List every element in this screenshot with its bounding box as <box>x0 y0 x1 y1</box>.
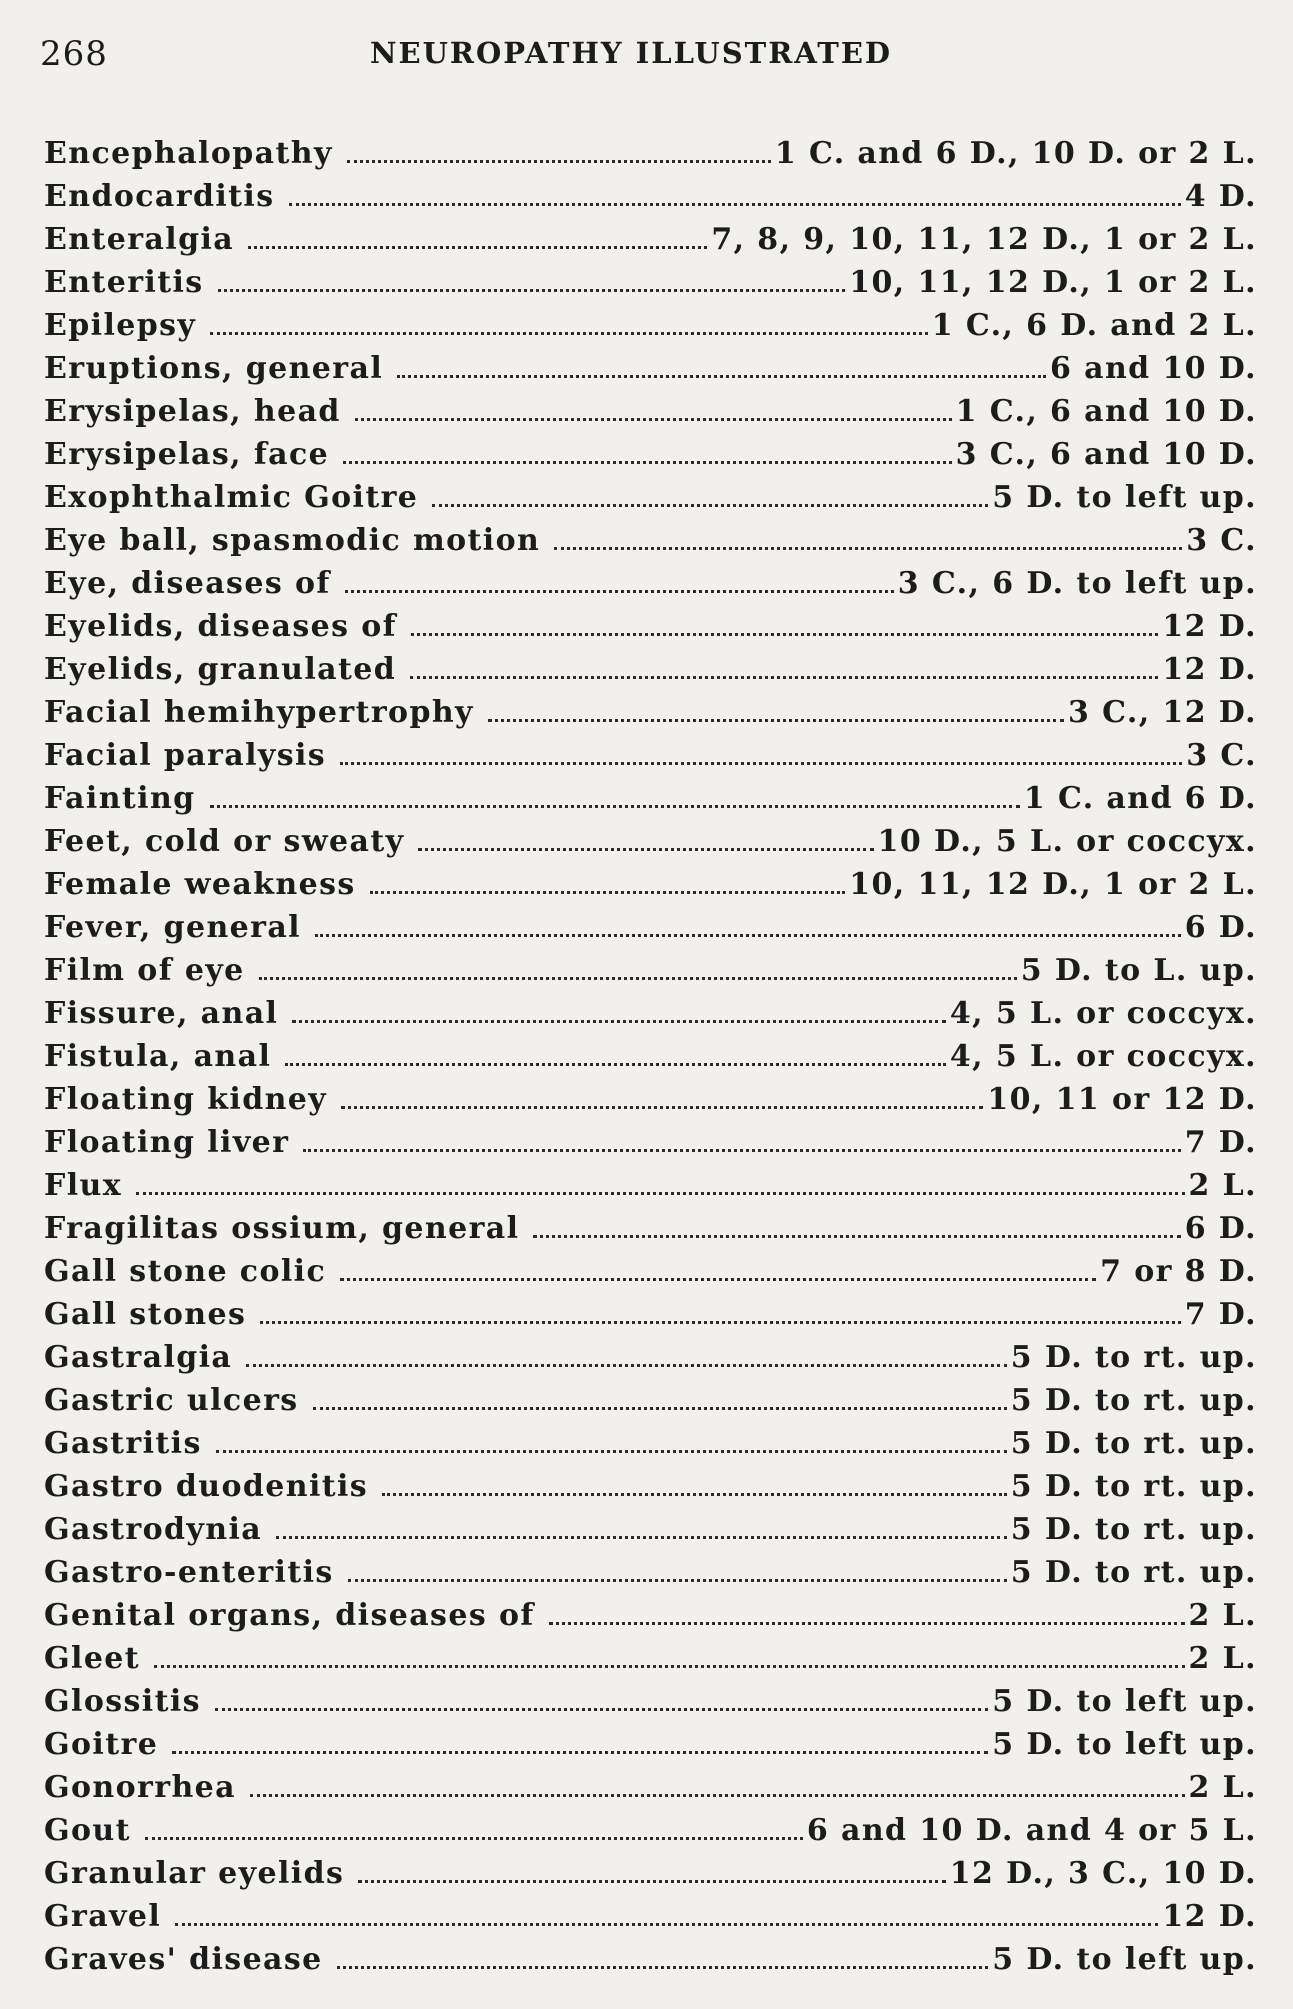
entry-reference: 5 D. to L. up. <box>1020 953 1257 988</box>
dot-leader <box>289 203 1181 206</box>
index-entry <box>44 1293 1257 1336</box>
entry-reference: 7, 8, 9, 10, 11, 12 D., 1 or 2 L. <box>711 222 1257 257</box>
entry-term: Feet, cold or sweaty <box>44 824 405 859</box>
dot-leader <box>397 375 1046 378</box>
dot-leader <box>315 934 1181 937</box>
index-entry <box>44 218 1257 261</box>
dot-leader <box>145 1837 803 1840</box>
entry-reference: 7 D. <box>1184 1297 1257 1332</box>
dot-leader <box>533 1235 1180 1238</box>
entry-reference: 5 D. to rt. up. <box>1010 1383 1257 1418</box>
entry-reference: 7 or 8 D. <box>1100 1254 1257 1289</box>
entry-reference: 4 D. <box>1184 179 1257 214</box>
index-entry <box>44 734 1257 777</box>
index-entry <box>44 1766 1257 1809</box>
entry-term: Graves' disease <box>44 1942 323 1977</box>
index-entry <box>44 1938 1257 1981</box>
dot-leader <box>341 1106 983 1109</box>
entry-reference: 12 D., 3 C., 10 D. <box>949 1856 1257 1891</box>
index-entry-list <box>44 132 1257 1981</box>
index-entry <box>44 1508 1257 1551</box>
entry-reference: 1 C. and 6 D. <box>1023 781 1257 816</box>
dot-leader <box>418 848 873 851</box>
index-entry <box>44 691 1257 734</box>
entry-reference: 2 L. <box>1188 1770 1257 1805</box>
index-entry <box>44 820 1257 863</box>
entry-reference: 3 C., 6 and 10 D. <box>955 437 1257 472</box>
entry-reference: 1 C., 6 and 10 D. <box>955 394 1257 429</box>
index-entry <box>44 863 1257 906</box>
entry-reference: 3 C. <box>1186 738 1257 773</box>
index-entry <box>44 1465 1257 1508</box>
entry-reference: 3 C., 6 D. to left up. <box>897 566 1257 601</box>
dot-leader <box>136 1192 1185 1195</box>
dot-leader <box>343 461 951 464</box>
index-entry <box>44 1594 1257 1637</box>
entry-term: Encephalopathy <box>44 136 333 171</box>
entry-term: Exophthalmic Goitre <box>44 480 419 515</box>
entry-term: Gout <box>44 1813 131 1848</box>
entry-reference: 12 D. <box>1162 609 1257 644</box>
entry-term: Gonorrhea <box>44 1770 236 1805</box>
entry-reference: 2 L. <box>1188 1598 1257 1633</box>
entry-term: Facial paralysis <box>44 738 327 773</box>
page-header <box>40 30 1240 80</box>
index-entry <box>44 992 1257 1035</box>
entry-term: Endocarditis <box>44 179 275 214</box>
entry-reference: 6 and 10 D. and 4 or 5 L. <box>806 1813 1257 1848</box>
entry-reference: 10, 11, 12 D., 1 or 2 L. <box>849 265 1257 300</box>
dot-leader <box>410 676 1158 679</box>
entry-term: Goitre <box>44 1727 159 1762</box>
entry-reference: 12 D. <box>1162 652 1257 687</box>
dot-leader <box>345 590 894 593</box>
entry-reference: 5 D. to rt. up. <box>1010 1555 1257 1590</box>
entry-term: Gravel <box>44 1899 162 1934</box>
dot-leader <box>172 1751 988 1754</box>
entry-reference: 5 D. to rt. up. <box>1010 1340 1257 1375</box>
index-entry <box>44 1379 1257 1422</box>
dot-leader <box>432 504 988 507</box>
index-entry <box>44 1336 1257 1379</box>
index-entry <box>44 1680 1257 1723</box>
index-entry <box>44 175 1257 218</box>
entry-term: Granular eyelids <box>44 1856 345 1891</box>
entry-term: Floating kidney <box>44 1082 328 1117</box>
entry-reference: 5 D. to left up. <box>992 1942 1257 1977</box>
dot-leader <box>292 1020 946 1023</box>
entry-term: Epilepsy <box>44 308 197 343</box>
index-entry <box>44 261 1257 304</box>
dot-leader <box>260 1321 1180 1324</box>
index-entry <box>44 1551 1257 1594</box>
running-title: NEUROPATHY ILLUSTRATED <box>370 36 893 70</box>
dot-leader <box>154 1665 1184 1668</box>
index-entry <box>44 1250 1257 1293</box>
entry-term: Gastralgia <box>44 1340 233 1375</box>
entry-term: Erysipelas, head <box>44 394 341 429</box>
index-entry <box>44 1035 1257 1078</box>
entry-term: Eye, diseases of <box>44 566 331 601</box>
entry-term: Fainting <box>44 781 196 816</box>
dot-leader <box>216 1450 1007 1453</box>
dot-leader <box>370 891 846 894</box>
entry-reference: 5 D. to rt. up. <box>1010 1512 1257 1547</box>
dot-leader <box>210 332 927 335</box>
entry-term: Genital organs, diseases of <box>44 1598 535 1633</box>
entry-term: Facial hemihypertrophy <box>44 695 474 730</box>
entry-term: Eyelids, diseases of <box>44 609 397 644</box>
dot-leader <box>210 805 1020 808</box>
entry-reference: 5 D. to left up. <box>992 1684 1257 1719</box>
entry-term: Flux <box>44 1168 122 1203</box>
entry-term: Fragilitas ossium, general <box>44 1211 520 1246</box>
dot-leader <box>250 1794 1185 1797</box>
index-entry <box>44 1895 1257 1938</box>
entry-reference: 5 D. to left up. <box>992 480 1257 515</box>
entry-reference: 7 D. <box>1184 1125 1257 1160</box>
index-entry <box>44 906 1257 949</box>
dot-leader <box>340 762 1182 765</box>
entry-reference: 3 C., 12 D. <box>1068 695 1257 730</box>
index-entry <box>44 605 1257 648</box>
dot-leader <box>285 1063 946 1066</box>
entry-reference: 6 and 10 D. <box>1050 351 1257 386</box>
dot-leader <box>348 1579 1007 1582</box>
entry-reference: 10, 11, 12 D., 1 or 2 L. <box>849 867 1257 902</box>
entry-term: Erysipelas, face <box>44 437 330 472</box>
entry-term: Eye ball, spasmodic motion <box>44 523 541 558</box>
entry-term: Gastro-enteritis <box>44 1555 334 1590</box>
dot-leader <box>215 1708 988 1711</box>
dot-leader <box>259 977 1017 980</box>
index-entry <box>44 476 1257 519</box>
dot-leader <box>218 289 846 292</box>
dot-leader <box>246 1364 1006 1367</box>
index-entry <box>44 1164 1257 1207</box>
index-entry <box>44 1809 1257 1852</box>
entry-reference: 2 L. <box>1188 1168 1257 1203</box>
dot-leader <box>276 1536 1007 1539</box>
dot-leader <box>313 1407 1007 1410</box>
entry-reference: 6 D. <box>1184 910 1257 945</box>
entry-reference: 2 L. <box>1188 1641 1257 1676</box>
index-entry <box>44 1637 1257 1680</box>
entry-term: Gastric ulcers <box>44 1383 299 1418</box>
dot-leader <box>549 1622 1185 1625</box>
entry-term: Female weakness <box>44 867 356 902</box>
entry-term: Gall stone colic <box>44 1254 327 1289</box>
entry-term: Gastritis <box>44 1426 202 1461</box>
dot-leader <box>303 1149 1180 1152</box>
index-entry <box>44 1723 1257 1766</box>
entry-term: Eyelids, granulated <box>44 652 397 687</box>
entry-reference: 4, 5 L. or coccyx. <box>949 1039 1257 1074</box>
page-number: 268 <box>40 34 108 74</box>
entry-reference: 10 D., 5 L. or coccyx. <box>877 824 1257 859</box>
entry-term: Film of eye <box>44 953 245 988</box>
dot-leader <box>248 246 707 249</box>
index-entry <box>44 1852 1257 1895</box>
index-entry <box>44 562 1257 605</box>
entry-term: Enteralgia <box>44 222 235 257</box>
index-entry <box>44 1422 1257 1465</box>
entry-reference: 3 C. <box>1186 523 1257 558</box>
index-entry <box>44 390 1257 433</box>
dot-leader <box>355 418 952 421</box>
entry-term: Gastrodynia <box>44 1512 263 1547</box>
dot-leader <box>554 547 1182 550</box>
index-entry <box>44 519 1257 562</box>
index-entry <box>44 304 1257 347</box>
index-entry <box>44 433 1257 476</box>
entry-reference: 5 D. to left up. <box>992 1727 1257 1762</box>
entry-term: Gastro duodenitis <box>44 1469 369 1504</box>
index-entry <box>44 132 1257 175</box>
entry-reference: 5 D. to rt. up. <box>1010 1469 1257 1504</box>
dot-leader <box>382 1493 1007 1496</box>
dot-leader <box>175 1923 1158 1926</box>
index-entry <box>44 347 1257 390</box>
index-entry <box>44 648 1257 691</box>
index-entry <box>44 1078 1257 1121</box>
entry-term: Fissure, anal <box>44 996 279 1031</box>
dot-leader <box>347 160 771 163</box>
entry-reference: 5 D. to rt. up. <box>1010 1426 1257 1461</box>
entry-term: Enteritis <box>44 265 204 300</box>
entry-term: Gall stones <box>44 1297 247 1332</box>
entry-reference: 1 C., 6 D. and 2 L. <box>931 308 1257 343</box>
entry-reference: 4, 5 L. or coccyx. <box>949 996 1257 1031</box>
dot-leader <box>358 1880 945 1883</box>
entry-reference: 6 D. <box>1184 1211 1257 1246</box>
index-entry <box>44 1121 1257 1164</box>
dot-leader <box>340 1278 1096 1281</box>
entry-term: Eruptions, general <box>44 351 384 386</box>
entry-reference: 10, 11 or 12 D. <box>987 1082 1257 1117</box>
entry-term: Floating liver <box>44 1125 290 1160</box>
entry-reference: 1 C. and 6 D., 10 D. or 2 L. <box>774 136 1257 171</box>
dot-leader <box>337 1966 989 1969</box>
index-entry <box>44 949 1257 992</box>
entry-term: Gleet <box>44 1641 141 1676</box>
index-entry <box>44 1207 1257 1250</box>
dot-leader <box>488 719 1064 722</box>
entry-term: Glossitis <box>44 1684 201 1719</box>
entry-term: Fistula, anal <box>44 1039 272 1074</box>
index-entry <box>44 777 1257 820</box>
dot-leader <box>411 633 1158 636</box>
entry-reference: 12 D. <box>1162 1899 1257 1934</box>
entry-term: Fever, general <box>44 910 301 945</box>
